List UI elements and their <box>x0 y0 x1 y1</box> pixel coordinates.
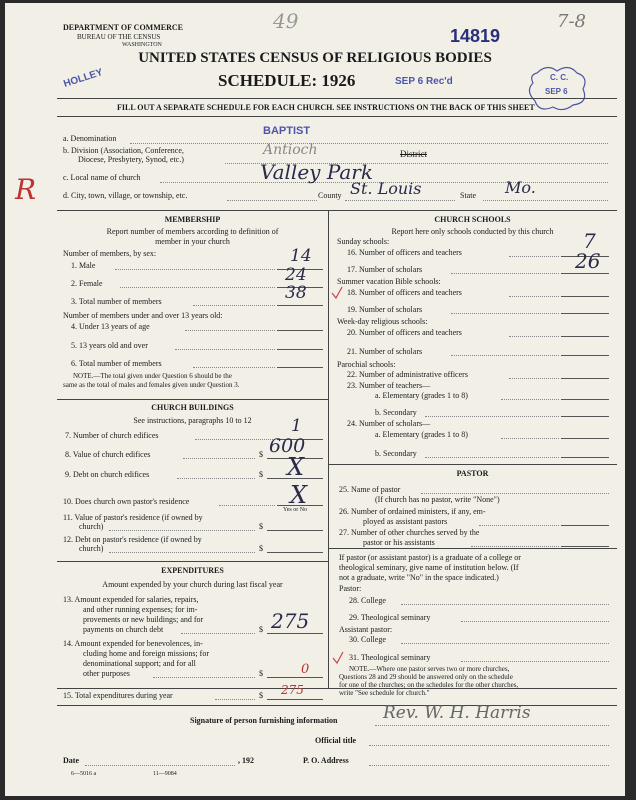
q30-label: 30. College <box>349 635 386 644</box>
q2-label: 2. Female <box>71 279 103 288</box>
q24b-leader <box>425 457 559 458</box>
denomination-value: BAPTIST <box>263 125 311 137</box>
q15-answer-line <box>267 699 323 700</box>
q26-answer-line <box>561 525 609 526</box>
q11-dollar: $ <box>259 522 263 531</box>
q12-leader <box>109 552 255 553</box>
state-value: Mo. <box>505 178 536 197</box>
form-code: 6—5016 a <box>71 771 97 777</box>
pastor-title: PASTOR <box>456 469 489 478</box>
pencil-mark: 49 <box>273 9 299 33</box>
q26-label-2: ployed as assistant pastors <box>363 517 448 526</box>
header-rule-bottom <box>57 116 617 117</box>
q18-label: 18. Number of officers and teachers <box>347 288 462 297</box>
section-rule <box>57 210 617 211</box>
q3-value: 38 <box>285 283 307 303</box>
division-struck: District <box>400 149 427 159</box>
signature-line <box>375 725 609 726</box>
buildings-title: CHURCH BUILDINGS <box>151 403 234 412</box>
header-rule-top <box>57 98 617 99</box>
division-value: Antioch <box>263 142 318 158</box>
check-mark-icon <box>331 286 343 300</box>
county-value: St. Louis <box>350 179 422 198</box>
form-title: UNITED STATES CENSUS OF RELIGIOUS BODIES <box>138 50 492 66</box>
q30-line <box>401 643 609 644</box>
q23b-answer-line <box>561 416 609 417</box>
po-address-label: P. O. Address <box>303 756 349 765</box>
membership-note-2: same as the total of males and females given under Question 3. <box>63 381 240 389</box>
q28-line <box>401 604 609 605</box>
instruction-line: FILL OUT A SEPARATE SCHEDULE FOR EACH CHURCH. SEE INSTRUCTIONS ON THE BACK OF THIS SHEET <box>117 103 535 112</box>
county-label: County <box>318 191 342 200</box>
schools-intro: Report here only schools conducted by this church <box>391 227 554 236</box>
q13-label: 13. Amount expended for salaries, repairs, <box>63 595 199 604</box>
q13-label-2: and other running expenses; for im- <box>83 605 198 614</box>
yes-no-hint: Yes or No <box>283 507 308 513</box>
q21-leader <box>451 355 559 356</box>
received-stamp: SEP 6 Rec'd <box>395 76 453 87</box>
q10-value: X <box>290 481 308 509</box>
q14-answer-line <box>267 677 323 678</box>
q23-label: 23. Number of teachers— <box>347 381 431 390</box>
form-subtitle: SCHEDULE: 1926 <box>218 71 356 90</box>
q14-label-4: other purposes <box>83 669 130 678</box>
q1-leader <box>115 269 275 270</box>
q5-label: 5. 13 years old and over <box>71 341 148 350</box>
q31-line <box>461 661 609 662</box>
q22-label: 22. Number of administrative officers <box>347 370 468 379</box>
q8-dollar: $ <box>259 450 263 459</box>
holley-stamp: HOLLEY <box>62 67 105 90</box>
q3-label: 3. Total number of members <box>71 297 162 306</box>
q12-answer-line <box>267 552 323 553</box>
q16-label: 16. Number of officers and teachers <box>347 248 462 257</box>
q15-value: 275 <box>281 683 304 697</box>
q9-value: X <box>287 453 305 481</box>
q13-leader <box>181 633 255 634</box>
sunday-label: Sunday schools: <box>337 237 390 246</box>
form-number: 14819 <box>450 26 501 46</box>
q9-label: 9. Debt on church edifices <box>65 470 150 479</box>
q2-leader <box>120 287 275 288</box>
state-label: State <box>460 191 476 200</box>
expenditures-sub: Amount expended by your church during last fiscal year <box>102 580 283 589</box>
q23b-leader <box>425 416 559 417</box>
membership-title: MEMBERSHIP <box>164 215 221 224</box>
state-line <box>483 200 608 201</box>
corner-note: 7-8 <box>557 11 586 32</box>
pastor-note-2: Questions 28 and 29 should be answered only on the schedule <box>339 673 513 681</box>
q16-value: 7 <box>583 229 596 253</box>
date-label: Date <box>63 756 79 765</box>
church-name-value: Valley Park <box>260 160 373 184</box>
q14-label-3: denominational support; and for all <box>83 659 196 668</box>
denomination-line <box>130 143 608 144</box>
q9-leader <box>177 478 255 479</box>
graduate-rule <box>328 548 617 549</box>
q28-label: 28. College <box>349 596 386 605</box>
q25-label: 25. Name of pastor <box>339 485 401 494</box>
q24-label: 24. Number of scholars— <box>347 419 431 428</box>
bureau-city: WASHINGTON <box>122 42 162 48</box>
census-schedule-page <box>5 3 625 796</box>
center-divider <box>328 210 329 688</box>
division-label: b. Division (Association, Conference, <box>63 146 184 155</box>
summer-label: Summer vacation Bible schools: <box>337 277 441 286</box>
q19-answer-line <box>561 313 609 314</box>
q24a-label: a. Elementary (grades 1 to 8) <box>375 430 468 439</box>
q27-answer-line <box>561 546 609 547</box>
q13-answer-line <box>267 633 323 634</box>
q19-leader <box>451 313 559 314</box>
q26-leader <box>479 525 559 526</box>
q26-label: 26. Number of ordained ministers, if any, em- <box>339 507 486 516</box>
q21-answer-line <box>561 355 609 356</box>
q12-label-2: church) <box>79 544 104 553</box>
q20-answer-line <box>561 336 609 337</box>
q4-answer-line <box>277 330 323 331</box>
church-name-label: c. Local name of church <box>63 173 141 182</box>
q2-value: 24 <box>285 265 307 285</box>
expenditures-title: EXPENDITURES <box>161 566 224 575</box>
pastor-note-4: write "See schedule for church." <box>339 689 430 697</box>
q15-label: 15. Total expenditures during year <box>63 691 173 700</box>
q10-label: 10. Does church own pastor's residence <box>63 497 190 506</box>
q15-leader <box>215 699 255 700</box>
expenditures-rule <box>57 561 328 562</box>
q1-value: 14 <box>290 246 312 266</box>
q24b-answer-line <box>561 457 609 458</box>
graduate-note: If pastor (or assistant pastor) is a graduate of a college or <box>339 553 521 562</box>
q11-label-2: church) <box>79 522 104 531</box>
signature-label: Signature of person furnishing information <box>190 716 338 725</box>
buildings-rule <box>57 399 328 400</box>
q7-value: 1 <box>291 416 302 436</box>
q16-leader <box>509 256 559 257</box>
q6-answer-line <box>277 367 323 368</box>
q4-label: 4. Under 13 years of age <box>71 322 150 331</box>
q15-dollar: $ <box>259 691 263 700</box>
date-year: , 192 <box>238 756 254 765</box>
signature-value: Rev. W. H. Harris <box>383 703 531 723</box>
q6-label: 6. Total number of members <box>71 359 162 368</box>
q23a-leader <box>501 399 559 400</box>
q14-label: 14. Amount expended for benevolences, in- <box>63 639 203 648</box>
q12-label: 12. Debt on pastor's residence (if owned by <box>63 535 202 544</box>
q24a-leader <box>501 438 559 439</box>
q22-leader <box>509 378 559 379</box>
buildings-sub: See instructions, paragraphs 10 to 12 <box>133 416 252 425</box>
q17-label: 17. Number of scholars <box>347 265 423 274</box>
q20-label: 20. Number of officers and teachers <box>347 328 462 337</box>
q13-dollar: $ <box>259 625 263 634</box>
q14-label-2: cluding home and foreign missions; for <box>83 649 209 658</box>
q11-answer-line <box>267 530 323 531</box>
graduate-note-2: theological seminary, give name of institution below. (If <box>339 563 519 572</box>
by-age-label: Number of members under and over 13 years old: <box>63 311 223 320</box>
q13-label-4: payments on church debt <box>83 625 164 634</box>
q13-label-3: provements or new buildings; and for <box>83 615 204 624</box>
q8-leader <box>183 458 255 459</box>
cc-stamp-date: SEP 6 <box>545 87 568 96</box>
q18-leader <box>509 296 559 297</box>
q7-label: 7. Number of church edifices <box>65 431 159 440</box>
q7-leader <box>195 439 275 440</box>
denomination-label: a. Denomination <box>63 134 117 143</box>
q24a-answer-line <box>561 438 609 439</box>
q20-leader <box>509 336 559 337</box>
by-sex-label: Number of members, by sex: <box>63 249 157 258</box>
q18-answer-line <box>561 296 609 297</box>
q19-label: 19. Number of scholars <box>347 305 423 314</box>
q14-leader <box>153 677 255 678</box>
pastor-rule <box>328 464 617 465</box>
q27-label: 27. Number of other churches served by the <box>339 528 480 537</box>
q25-note: (If church has no pastor, write "None") <box>375 495 500 504</box>
pastor-note-3: for one of the churches; on the schedules for the other churches, <box>339 681 519 689</box>
q25-line <box>421 493 609 494</box>
division-label-2: Diocese, Presbytery, Synod, etc.) <box>78 155 184 164</box>
check-mark-icon <box>332 651 344 665</box>
q17-leader <box>451 273 559 274</box>
cc-stamp-label: C. C. <box>550 73 569 82</box>
footer-top-rule <box>57 705 617 706</box>
q9-dollar: $ <box>259 470 263 479</box>
q3-answer-line <box>277 305 323 306</box>
date-line <box>85 765 235 766</box>
q29-label: 29. Theological seminary <box>349 613 431 622</box>
q4-leader <box>185 330 275 331</box>
q8-value: 600 <box>269 435 306 457</box>
membership-intro-2: member in your church <box>155 237 230 246</box>
membership-note: NOTE.—The total given under Question 6 should be the <box>73 372 232 380</box>
q12-dollar: $ <box>259 544 263 553</box>
q21-label: 21. Number of scholars <box>347 347 423 356</box>
city-label: d. City, town, village, or township, etc. <box>63 191 188 200</box>
po-address-line <box>369 765 609 766</box>
q13-value: 275 <box>271 609 310 633</box>
q23a-label: a. Elementary (grades 1 to 8) <box>375 391 468 400</box>
q5-leader <box>175 349 275 350</box>
graduate-note-3: not a graduate, write "No" in the space indicated.) <box>339 573 499 582</box>
q22-answer-line <box>561 378 609 379</box>
q11-leader <box>109 530 255 531</box>
q8-label: 8. Value of church edifices <box>65 450 151 459</box>
schools-title: CHURCH SCHOOLS <box>434 215 511 224</box>
q29-line <box>461 621 609 622</box>
q31-label: 31. Theological seminary <box>349 653 431 662</box>
q27-leader <box>471 546 559 547</box>
county-line <box>345 200 455 201</box>
q23a-answer-line <box>561 399 609 400</box>
dept-name: DEPARTMENT OF COMMERCE <box>63 23 184 32</box>
q1-label: 1. Male <box>71 261 96 270</box>
q3-leader <box>193 305 275 306</box>
q23b-label: b. Secondary <box>375 408 417 417</box>
q11-label: 11. Value of pastor's residence (if owned by <box>63 513 203 522</box>
q5-answer-line <box>277 349 323 350</box>
membership-intro: Report number of members according to definition of <box>106 227 279 236</box>
official-title-line <box>369 745 609 746</box>
official-title-label: Official title <box>315 736 357 745</box>
q24b-label: b. Secondary <box>375 449 417 458</box>
q14-value: 0 <box>301 662 310 677</box>
q6-leader <box>193 367 275 368</box>
q17-answer-line <box>561 273 609 274</box>
assistant-sub-label: Assistant pastor: <box>339 625 393 634</box>
q27-label-2: pastor or his assistants <box>363 538 435 547</box>
city-line <box>227 200 317 201</box>
pastor-note: NOTE.—Where one pastor serves two or more churches, <box>349 665 510 673</box>
bureau-name: BUREAU OF THE CENSUS <box>77 33 161 41</box>
q17-value: 26 <box>575 249 601 273</box>
parochial-label: Parochial schools: <box>337 360 396 369</box>
q10-leader <box>219 505 275 506</box>
margin-mark: R <box>15 173 37 206</box>
weekday-label: Week-day religious schools: <box>337 317 428 326</box>
q14-dollar: $ <box>259 669 263 678</box>
pastor-sub-label: Pastor: <box>339 584 362 593</box>
print-code: 11—9084 <box>153 771 177 777</box>
